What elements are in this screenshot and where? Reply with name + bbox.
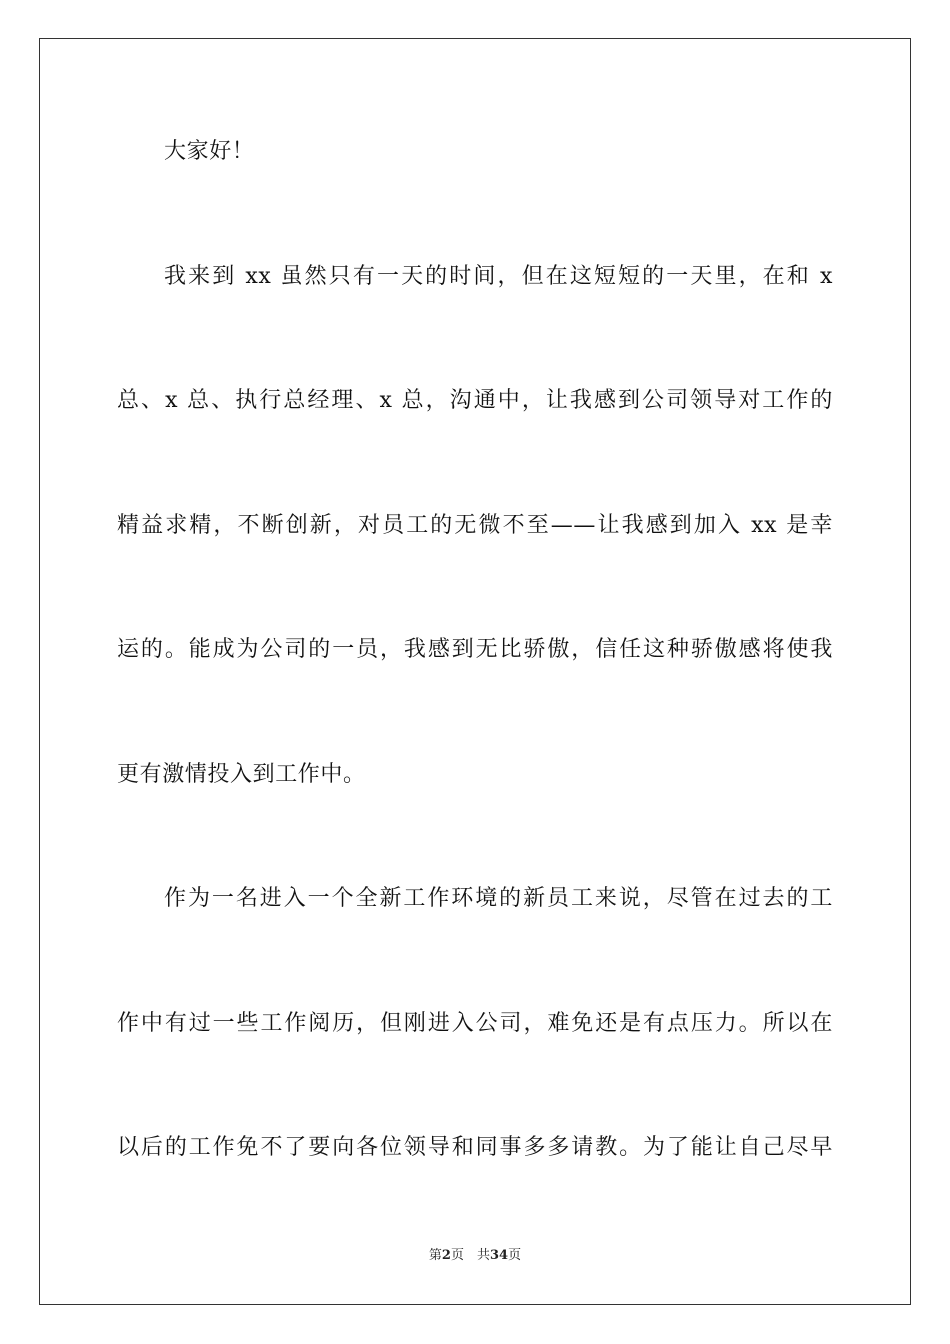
paragraph-line: 作为一名进入一个全新工作环境的新员工来说，尽管在过去的工 [164, 886, 833, 911]
paragraph-line: 我来到 xx 虽然只有一天的时间，但在这短短的一天里，在和 x [164, 264, 833, 289]
paragraph-line: 总、x 总、执行总经理、x 总，沟通中，让我感到公司领导对工作的 [117, 388, 833, 413]
paragraph-line: 作中有过一些工作阅历，但刚进入公司，难免还是有点压力。所以在 [117, 1011, 833, 1036]
paragraph-line: 精益求精，不断创新，对员工的无微不至——让我感到加入 xx 是幸 [117, 513, 833, 538]
paragraph-line: 更有激情投入到工作中。 [117, 762, 366, 787]
page-footer [0, 1247, 950, 1265]
paragraph-line: 运的。能成为公司的一员，我感到无比骄傲，信任这种骄傲感将使我 [117, 637, 833, 662]
page-mid: 页 共 [450, 1248, 490, 1263]
page-border [39, 38, 911, 1305]
paragraph-line: 以后的工作免不了要向各位领导和同事多多请教。为了能让自己尽早 [117, 1135, 833, 1160]
greeting-line: 大家好！ [164, 139, 255, 164]
page-total: 34 [489, 1248, 509, 1263]
page-current: 2 [441, 1248, 451, 1263]
page-suffix: 页 [508, 1248, 522, 1263]
page-prefix: 第 [428, 1248, 442, 1263]
